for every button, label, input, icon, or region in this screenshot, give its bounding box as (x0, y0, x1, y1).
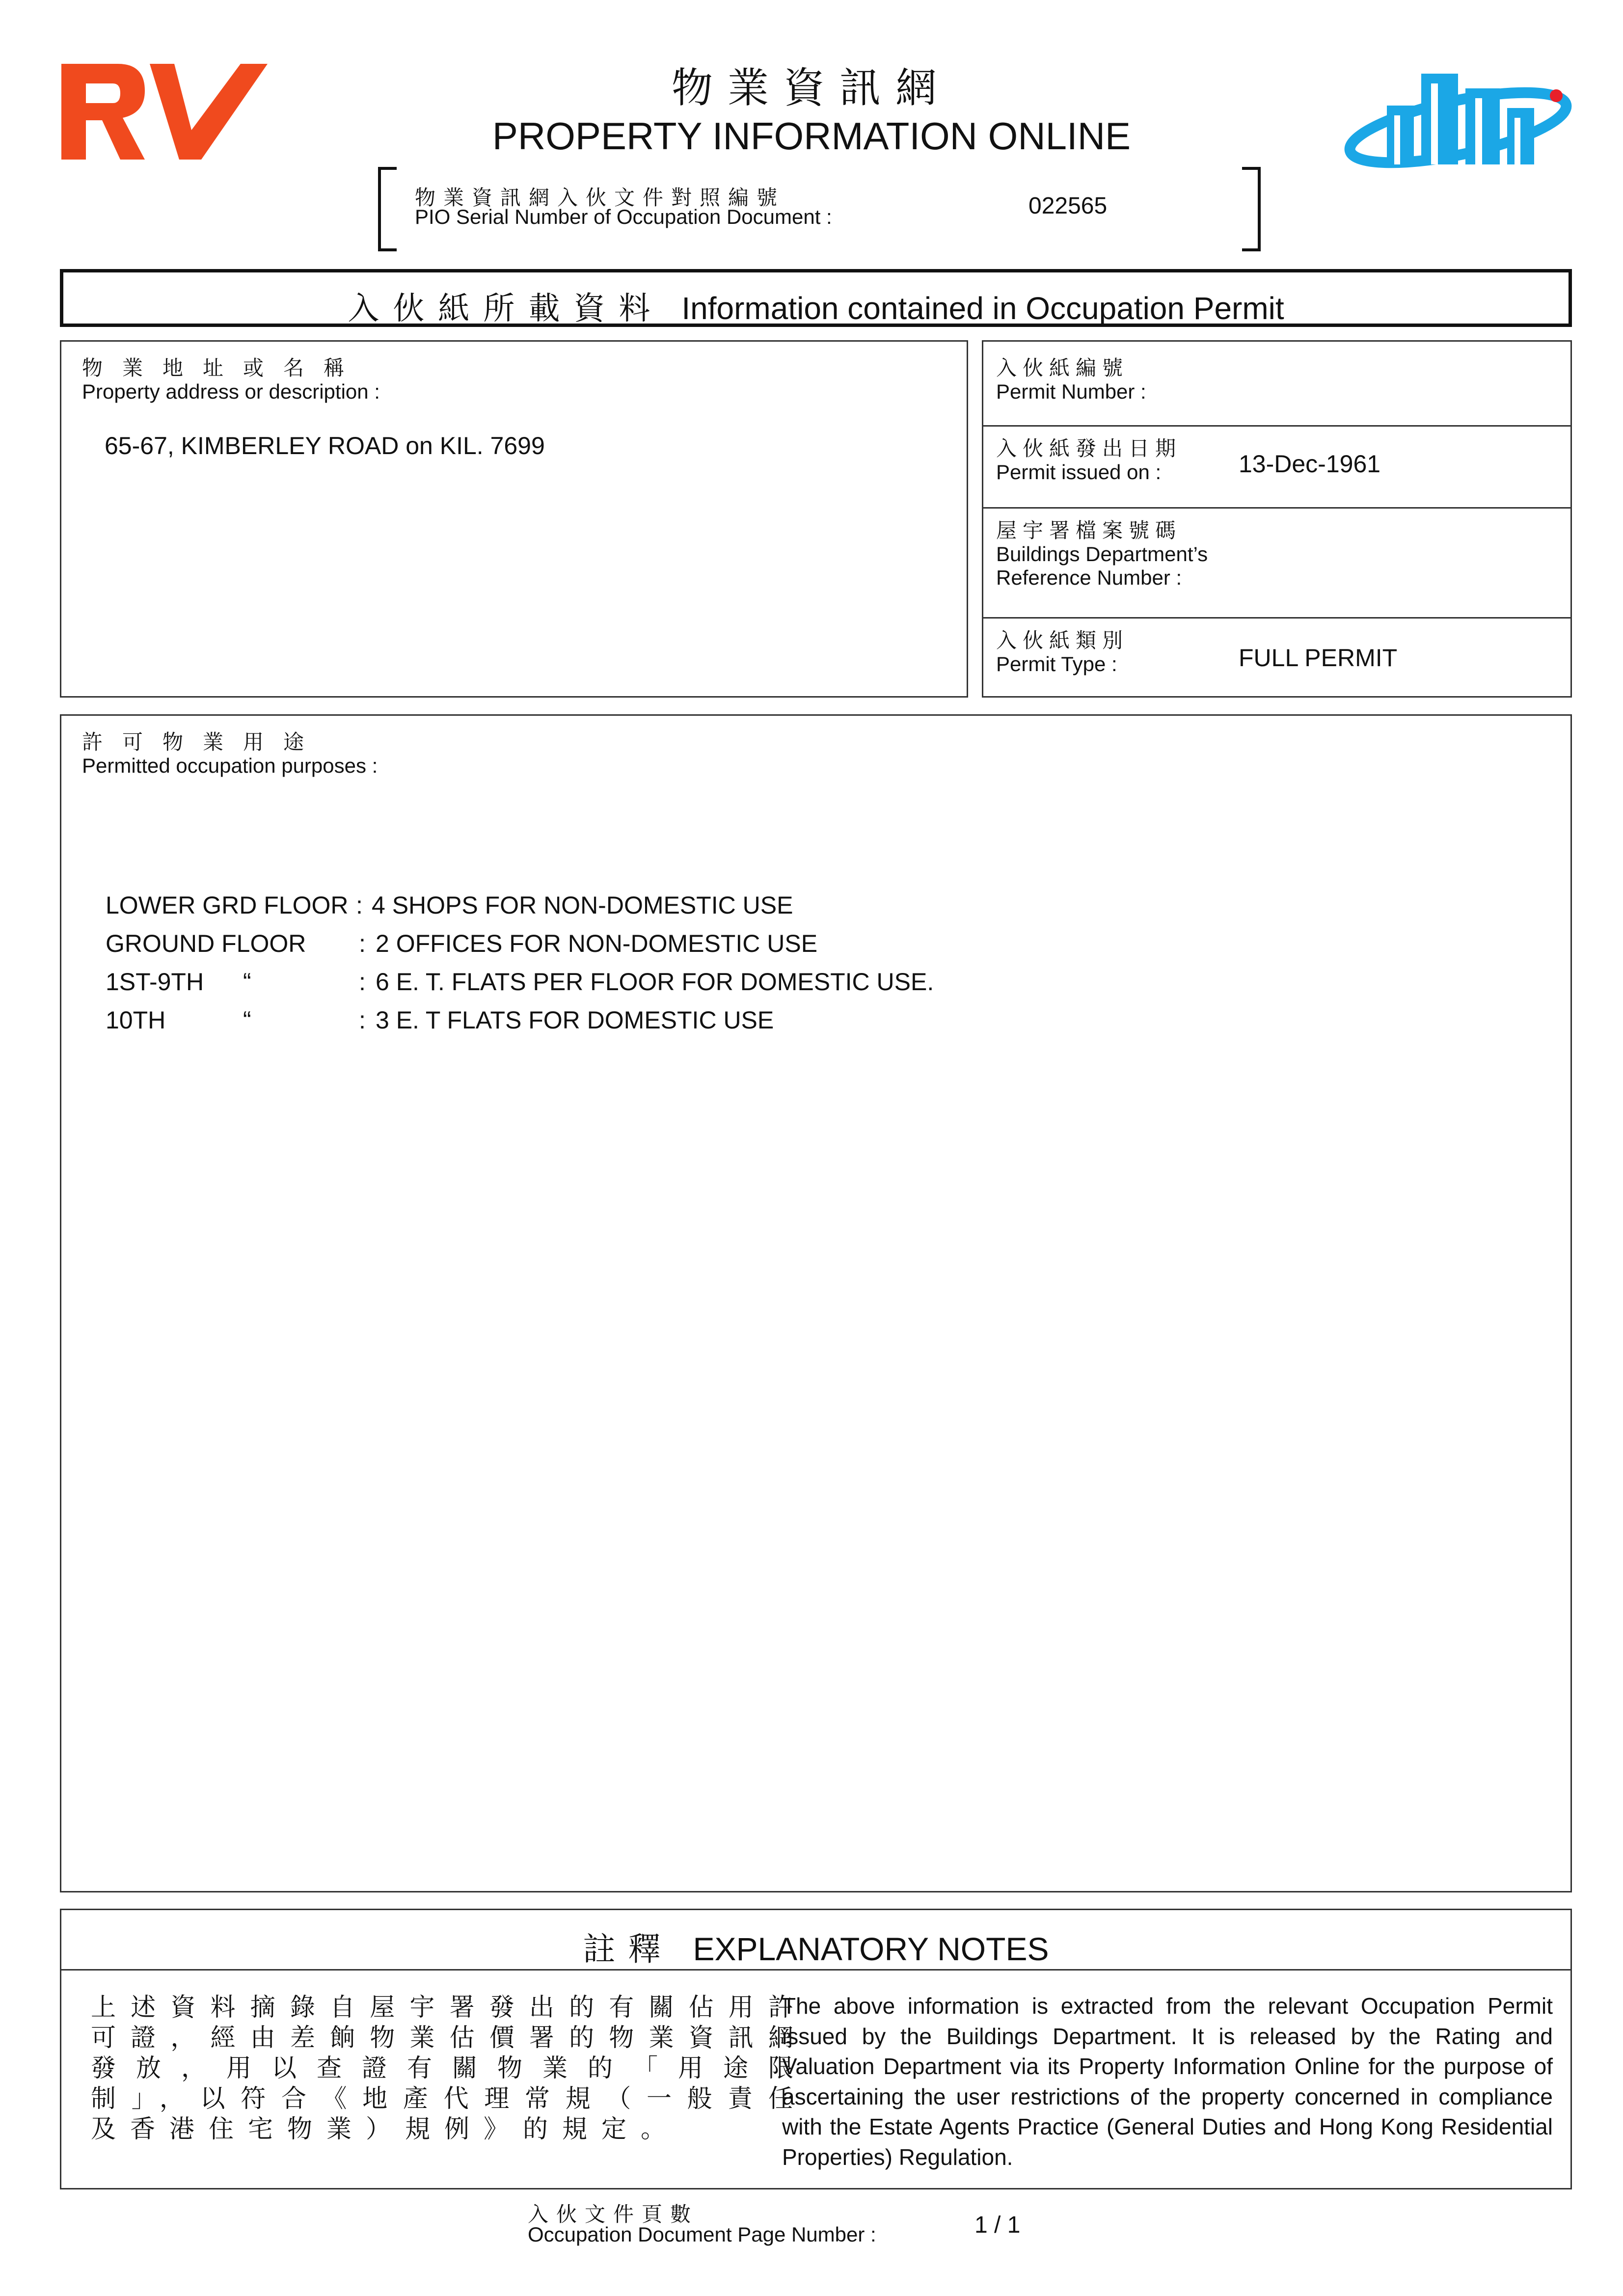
permit-issued-date: 13-Dec-1961 (1239, 450, 1381, 478)
notes-title-english: EXPLANATORY NOTES (693, 1931, 1049, 1967)
permit-issued-label-chinese: 入伙紙發出日期 (996, 436, 1182, 460)
use-row-floor: LOWER GRD FLOOR (106, 891, 349, 919)
serial-label-chinese: 物業資訊網入伙文件對照編號 (415, 186, 785, 210)
site-title-english: PROPERTY INFORMATION ONLINE (492, 114, 1131, 158)
banner-title-chinese: 入伙紙所載資料 (348, 291, 664, 327)
use-row-ditto: “ (243, 1006, 251, 1034)
explanatory-notes-box (60, 1909, 1572, 2189)
property-label-chinese: 物業地址或名稱 (82, 356, 364, 380)
serial-label-english: PIO Serial Number of Occupation Document : (415, 205, 832, 228)
permitted-purposes-box (60, 714, 1572, 1892)
page-number-label-english: Occupation Document Page Number : (528, 2223, 876, 2246)
use-row-colon: : (356, 891, 363, 919)
bd-reference-row (983, 507, 1570, 619)
permit-issued-label-english: Permit issued on : (996, 460, 1162, 484)
right-bracket (1242, 167, 1261, 251)
permit-type-label-chinese: 入伙紙類別 (996, 628, 1129, 652)
banner-title-english: Information contained in Occupation Permit (681, 291, 1284, 326)
use-row-floor: 10TH (106, 1006, 166, 1034)
permit-number-row (983, 342, 1570, 427)
permit-info-box (982, 340, 1572, 698)
property-address-box (60, 340, 968, 698)
left-bracket (378, 167, 397, 251)
notes-title-chinese: 註釋 (583, 1930, 674, 1968)
permit-type-row (983, 617, 1570, 696)
use-row-use: 3 E. T FLATS FOR DOMESTIC USE (376, 1006, 774, 1034)
use-row-ditto: “ (243, 968, 251, 996)
property-address: 65-67, KIMBERLEY ROAD on KIL. 7699 (105, 432, 545, 459)
banner-title (63, 283, 1569, 328)
permit-number-label-english: Permit Number : (996, 380, 1146, 403)
page-number-label-chinese: 入伙文件頁數 (528, 2202, 699, 2226)
site-title-chinese: 物業資訊網 (671, 64, 951, 112)
purposes-label-english: Permitted occupation purposes : (82, 754, 378, 777)
bd-reference-label-english-line2: Reference Number : (996, 566, 1182, 589)
rv-logo (59, 61, 270, 164)
use-row-use: 4 SHOPS FOR NON-DOMESTIC USE (372, 891, 793, 919)
use-row-colon: : (359, 968, 366, 996)
page-number-value: 1 / 1 (974, 2212, 1021, 2238)
notes-body-english: The above information is extracted from the relevant Occupation Permit issued by the Buildings Department. It is released by the Rating and Valuation Department via its Property Information Online for the purpose of ascertaining the user restrictions of the property concerned in compliance with the Estate Agents Practice (General Duties and Hong Kong Residential Properties) Regulation. (782, 1993, 1553, 2170)
use-row-floor: GROUND FLOOR (106, 930, 306, 957)
use-row-colon: : (359, 930, 366, 957)
notes-title (61, 1923, 1570, 1970)
permit-number-label-chinese: 入伙紙編號 (996, 356, 1129, 380)
bd-reference-label-chinese: 屋宇署檔案號碼 (996, 518, 1182, 542)
use-row-use: 6 E. T. FLATS PER FLOOR FOR DOMESTIC USE. (376, 968, 934, 996)
permit-issued-row (983, 425, 1570, 509)
pio-buildings-logo (1340, 54, 1576, 172)
section-banner (60, 269, 1572, 327)
permit-type-value: FULL PERMIT (1239, 644, 1398, 672)
use-row-floor: 1ST-9TH (106, 968, 204, 996)
serial-number: 022565 (1028, 193, 1108, 219)
notes-divider (61, 1969, 1570, 1971)
permit-type-label-english: Permit Type : (996, 652, 1117, 675)
property-label-english: Property address or description : (82, 380, 380, 403)
use-row-colon: : (359, 1006, 366, 1034)
notes-body-chinese: 上述資料摘錄自屋宇署發出的有關佔用許可證，經由差餉物業估價署的物業資訊網發放，用以查證有關物業的「用途限制」，以符合《地產代理常規（一般責任及香港住宅物業）規例》的規定。 (91, 1993, 808, 2144)
bd-reference-label-english-line1: Buildings Department’s (996, 542, 1208, 566)
purposes-label-chinese: 許可物業用途 (82, 730, 324, 754)
use-row-use: 2 OFFICES FOR NON-DOMESTIC USE (376, 930, 818, 957)
